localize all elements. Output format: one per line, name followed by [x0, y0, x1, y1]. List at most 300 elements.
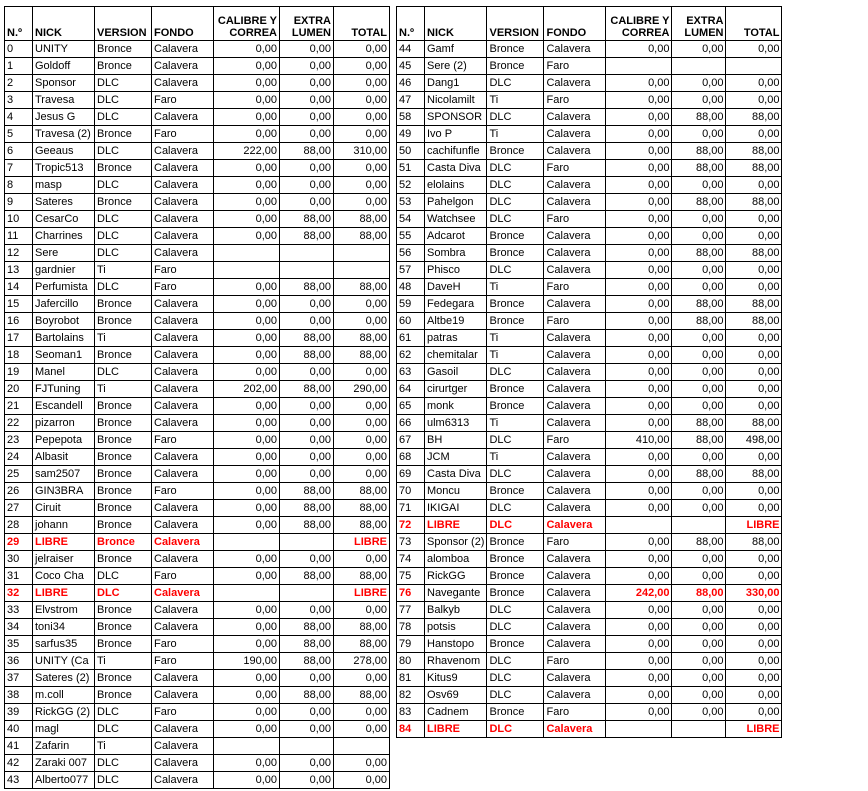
cell-extra[interactable]: 0,00 [672, 483, 726, 500]
cell-total[interactable]: 88,00 [334, 636, 390, 653]
cell-extra[interactable]: 0,00 [280, 704, 334, 721]
cell-extra[interactable]: 88,00 [672, 432, 726, 449]
cell-version[interactable]: Bronce [95, 687, 152, 704]
cell-extra[interactable]: 0,00 [672, 330, 726, 347]
cell-nick[interactable]: Ciruit [33, 500, 95, 517]
table-row[interactable] [5, 687, 390, 704]
cell-fondo[interactable]: Calavera [152, 381, 214, 398]
cell-num[interactable]: 8 [5, 177, 33, 194]
table-row[interactable] [5, 177, 390, 194]
cell-nick[interactable]: Albasit [33, 449, 95, 466]
cell-num[interactable]: 69 [397, 466, 425, 483]
table-row[interactable] [5, 619, 390, 636]
cell-num[interactable]: 72 [397, 517, 425, 534]
cell-num[interactable]: 9 [5, 194, 33, 211]
cell-total[interactable]: 88,00 [726, 245, 782, 262]
cell-version[interactable]: DLC [487, 160, 544, 177]
cell-num[interactable]: 51 [397, 160, 425, 177]
cell-fondo[interactable]: Faro [152, 432, 214, 449]
cell-version[interactable]: Ti [487, 449, 544, 466]
cell-version[interactable]: Ti [95, 330, 152, 347]
cell-num[interactable]: 48 [397, 279, 425, 296]
cell-calibre[interactable]: 0,00 [606, 449, 672, 466]
cell-num[interactable]: 62 [397, 347, 425, 364]
cell-nick[interactable]: Gasoil [425, 364, 487, 381]
cell-version[interactable]: Bronce [95, 194, 152, 211]
cell-calibre[interactable]: 0,00 [606, 296, 672, 313]
cell-num[interactable]: 79 [397, 636, 425, 653]
cell-extra[interactable]: 0,00 [280, 432, 334, 449]
cell-total[interactable]: 0,00 [726, 670, 782, 687]
cell-calibre[interactable]: 0,00 [606, 330, 672, 347]
cell-version[interactable]: Bronce [95, 636, 152, 653]
cell-nick[interactable]: RickGG [425, 568, 487, 585]
table-row[interactable] [397, 364, 782, 381]
cell-total[interactable]: 0,00 [726, 551, 782, 568]
cell-total[interactable]: 498,00 [726, 432, 782, 449]
cell-extra[interactable]: 88,00 [672, 143, 726, 160]
cell-nick[interactable]: masp [33, 177, 95, 194]
cell-fondo[interactable]: Faro [152, 92, 214, 109]
cell-calibre[interactable]: 0,00 [606, 483, 672, 500]
cell-total[interactable]: 0,00 [726, 92, 782, 109]
cell-nick[interactable]: Manel [33, 364, 95, 381]
cell-num[interactable]: 70 [397, 483, 425, 500]
cell-extra[interactable]: 0,00 [280, 364, 334, 381]
cell-calibre[interactable]: 0,00 [214, 296, 280, 313]
cell-version[interactable]: Bronce [95, 58, 152, 75]
cell-extra[interactable]: 0,00 [280, 41, 334, 58]
table-row[interactable] [5, 670, 390, 687]
cell-num[interactable]: 25 [5, 466, 33, 483]
cell-total[interactable]: 0,00 [726, 500, 782, 517]
cell-total[interactable]: 0,00 [334, 92, 390, 109]
cell-extra[interactable]: 0,00 [280, 194, 334, 211]
cell-calibre[interactable]: 0,00 [606, 41, 672, 58]
cell-calibre[interactable]: 0,00 [214, 704, 280, 721]
cell-nick[interactable]: Kitus9 [425, 670, 487, 687]
cell-calibre[interactable]: 0,00 [214, 500, 280, 517]
cell-fondo[interactable]: Calavera [544, 143, 606, 160]
table-row[interactable] [397, 109, 782, 126]
cell-num[interactable]: 17 [5, 330, 33, 347]
cell-fondo[interactable]: Calavera [152, 313, 214, 330]
cell-nick[interactable]: RickGG (2) [33, 704, 95, 721]
cell-version[interactable]: DLC [95, 568, 152, 585]
cell-extra[interactable]: 88,00 [280, 500, 334, 517]
cell-extra[interactable]: 88,00 [672, 245, 726, 262]
cell-fondo[interactable]: Calavera [544, 245, 606, 262]
cell-num[interactable]: 35 [5, 636, 33, 653]
cell-num[interactable]: 80 [397, 653, 425, 670]
cell-version[interactable]: Bronce [487, 585, 544, 602]
cell-total[interactable]: 88,00 [726, 143, 782, 160]
cell-calibre[interactable]: 0,00 [606, 262, 672, 279]
cell-total[interactable]: 88,00 [334, 483, 390, 500]
cell-fondo[interactable]: Calavera [544, 41, 606, 58]
table-row[interactable] [397, 75, 782, 92]
cell-nick[interactable]: Adcarot [425, 228, 487, 245]
cell-version[interactable]: DLC [487, 500, 544, 517]
cell-fondo[interactable]: Faro [544, 58, 606, 75]
cell-nick[interactable]: Watchsee [425, 211, 487, 228]
cell-fondo[interactable]: Calavera [152, 41, 214, 58]
cell-total[interactable]: 88,00 [726, 296, 782, 313]
cell-extra[interactable]: 88,00 [280, 347, 334, 364]
cell-calibre[interactable]: 0,00 [606, 109, 672, 126]
cell-fondo[interactable]: Calavera [152, 551, 214, 568]
cell-fondo[interactable]: Calavera [152, 755, 214, 772]
cell-nick[interactable]: sarfus35 [33, 636, 95, 653]
cell-calibre[interactable] [606, 721, 672, 738]
table-row[interactable] [5, 602, 390, 619]
cell-total[interactable]: 0,00 [334, 296, 390, 313]
cell-version[interactable]: DLC [95, 177, 152, 194]
cell-nick[interactable]: Tropic513 [33, 160, 95, 177]
cell-total[interactable]: 0,00 [334, 466, 390, 483]
cell-version[interactable]: Bronce [487, 704, 544, 721]
cell-version[interactable]: DLC [95, 364, 152, 381]
cell-extra[interactable]: 88,00 [672, 415, 726, 432]
cell-calibre[interactable]: 202,00 [214, 381, 280, 398]
cell-calibre[interactable]: 410,00 [606, 432, 672, 449]
cell-total[interactable]: 0,00 [726, 126, 782, 143]
cell-num[interactable]: 45 [397, 58, 425, 75]
cell-extra[interactable]: 0,00 [672, 551, 726, 568]
cell-extra[interactable] [672, 721, 726, 738]
cell-extra[interactable]: 0,00 [672, 398, 726, 415]
table-row[interactable] [5, 194, 390, 211]
table-row[interactable] [5, 279, 390, 296]
cell-extra[interactable]: 88,00 [672, 534, 726, 551]
cell-fondo[interactable]: Calavera [152, 619, 214, 636]
cell-num[interactable]: 42 [5, 755, 33, 772]
cell-num[interactable]: 59 [397, 296, 425, 313]
cell-total[interactable]: 0,00 [726, 449, 782, 466]
cell-num[interactable]: 7 [5, 160, 33, 177]
table-row[interactable] [397, 534, 782, 551]
cell-num[interactable]: 1 [5, 58, 33, 75]
cell-num[interactable]: 30 [5, 551, 33, 568]
cell-nick[interactable]: Pepepota [33, 432, 95, 449]
table-row[interactable] [397, 704, 782, 721]
cell-extra[interactable]: 0,00 [672, 568, 726, 585]
cell-num[interactable]: 22 [5, 415, 33, 432]
cell-num[interactable]: 27 [5, 500, 33, 517]
cell-num[interactable]: 82 [397, 687, 425, 704]
cell-nick[interactable]: BH [425, 432, 487, 449]
cell-extra[interactable]: 0,00 [672, 449, 726, 466]
table-row[interactable] [5, 721, 390, 738]
cell-extra[interactable]: 0,00 [672, 364, 726, 381]
cell-version[interactable]: DLC [95, 704, 152, 721]
cell-total[interactable]: 0,00 [726, 687, 782, 704]
cell-num[interactable]: 38 [5, 687, 33, 704]
cell-nick[interactable]: Ivo P [425, 126, 487, 143]
cell-extra[interactable]: 0,00 [280, 92, 334, 109]
cell-version[interactable]: Ti [95, 262, 152, 279]
table-row[interactable] [5, 228, 390, 245]
table-row[interactable] [5, 415, 390, 432]
cell-version[interactable]: Bronce [95, 415, 152, 432]
cell-nick[interactable]: Elvstrom [33, 602, 95, 619]
cell-version[interactable]: Ti [487, 126, 544, 143]
cell-total[interactable]: 0,00 [334, 364, 390, 381]
cell-calibre[interactable] [214, 738, 280, 755]
cell-nick[interactable]: LIBRE [33, 585, 95, 602]
cell-num[interactable]: 0 [5, 41, 33, 58]
cell-version[interactable]: DLC [487, 262, 544, 279]
cell-num[interactable]: 5 [5, 126, 33, 143]
cell-extra[interactable]: 0,00 [672, 636, 726, 653]
cell-fondo[interactable]: Faro [544, 653, 606, 670]
cell-nick[interactable]: Sombra [425, 245, 487, 262]
cell-total[interactable]: 0,00 [726, 483, 782, 500]
cell-nick[interactable]: patras [425, 330, 487, 347]
cell-fondo[interactable]: Calavera [152, 109, 214, 126]
cell-nick[interactable]: Bartolains [33, 330, 95, 347]
table-row[interactable] [5, 109, 390, 126]
cell-nick[interactable]: Phisco [425, 262, 487, 279]
cell-calibre[interactable]: 0,00 [606, 704, 672, 721]
cell-calibre[interactable]: 0,00 [606, 398, 672, 415]
cell-calibre[interactable]: 0,00 [214, 75, 280, 92]
cell-extra[interactable]: 0,00 [672, 228, 726, 245]
cell-extra[interactable]: 0,00 [672, 41, 726, 58]
table-row[interactable] [397, 296, 782, 313]
cell-total[interactable]: LIBRE [334, 534, 390, 551]
cell-extra[interactable]: 88,00 [280, 653, 334, 670]
table-row[interactable] [5, 313, 390, 330]
cell-total[interactable] [334, 738, 390, 755]
cell-fondo[interactable]: Calavera [152, 245, 214, 262]
cell-num[interactable]: 23 [5, 432, 33, 449]
table-row[interactable] [5, 398, 390, 415]
cell-num[interactable]: 75 [397, 568, 425, 585]
cell-num[interactable]: 57 [397, 262, 425, 279]
cell-version[interactable]: DLC [487, 194, 544, 211]
cell-num[interactable]: 66 [397, 415, 425, 432]
table-row[interactable] [397, 568, 782, 585]
cell-version[interactable]: DLC [95, 92, 152, 109]
cell-extra[interactable]: 0,00 [672, 211, 726, 228]
cell-version[interactable]: Bronce [95, 126, 152, 143]
cell-num[interactable]: 28 [5, 517, 33, 534]
cell-num[interactable]: 16 [5, 313, 33, 330]
cell-calibre[interactable]: 0,00 [606, 194, 672, 211]
cell-nick[interactable]: Jesus G [33, 109, 95, 126]
cell-fondo[interactable]: Calavera [152, 228, 214, 245]
cell-extra[interactable]: 88,00 [672, 160, 726, 177]
cell-nick[interactable]: Gamf [425, 41, 487, 58]
cell-version[interactable]: Bronce [95, 534, 152, 551]
cell-calibre[interactable]: 0,00 [214, 483, 280, 500]
cell-extra[interactable]: 88,00 [672, 109, 726, 126]
cell-extra[interactable] [280, 585, 334, 602]
cell-version[interactable]: Bronce [487, 398, 544, 415]
table-row[interactable] [397, 211, 782, 228]
cell-total[interactable]: 88,00 [726, 160, 782, 177]
cell-total[interactable]: 0,00 [726, 75, 782, 92]
cell-nick[interactable]: IKIGAI [425, 500, 487, 517]
cell-nick[interactable]: potsis [425, 619, 487, 636]
cell-extra[interactable]: 0,00 [280, 126, 334, 143]
cell-total[interactable]: 88,00 [726, 194, 782, 211]
table-row[interactable] [5, 449, 390, 466]
cell-calibre[interactable]: 0,00 [214, 551, 280, 568]
cell-calibre[interactable]: 0,00 [214, 330, 280, 347]
cell-fondo[interactable]: Calavera [152, 75, 214, 92]
cell-extra[interactable]: 88,00 [280, 228, 334, 245]
cell-num[interactable]: 71 [397, 500, 425, 517]
cell-nick[interactable]: Travesa [33, 92, 95, 109]
cell-fondo[interactable]: Faro [544, 704, 606, 721]
table-row[interactable] [397, 177, 782, 194]
cell-calibre[interactable]: 0,00 [606, 534, 672, 551]
cell-nick[interactable]: cirurtger [425, 381, 487, 398]
cell-total[interactable]: 88,00 [334, 211, 390, 228]
table-row[interactable] [5, 143, 390, 160]
cell-calibre[interactable]: 0,00 [606, 364, 672, 381]
table-row[interactable] [397, 466, 782, 483]
table-row[interactable] [5, 296, 390, 313]
cell-calibre[interactable]: 0,00 [214, 109, 280, 126]
cell-nick[interactable]: Casta Diva [425, 466, 487, 483]
cell-total[interactable]: 88,00 [334, 568, 390, 585]
cell-total[interactable]: 0,00 [726, 398, 782, 415]
cell-version[interactable]: DLC [487, 653, 544, 670]
cell-calibre[interactable]: 0,00 [214, 687, 280, 704]
cell-fondo[interactable]: Calavera [152, 670, 214, 687]
cell-num[interactable]: 33 [5, 602, 33, 619]
cell-calibre[interactable]: 0,00 [214, 721, 280, 738]
table-row[interactable] [5, 500, 390, 517]
cell-num[interactable]: 84 [397, 721, 425, 738]
cell-calibre[interactable]: 0,00 [606, 602, 672, 619]
cell-calibre[interactable]: 0,00 [214, 160, 280, 177]
cell-nick[interactable]: johann [33, 517, 95, 534]
table-row[interactable] [5, 772, 390, 789]
cell-version[interactable]: DLC [487, 432, 544, 449]
cell-fondo[interactable]: Calavera [152, 738, 214, 755]
table-row[interactable] [397, 313, 782, 330]
cell-extra[interactable]: 0,00 [672, 347, 726, 364]
cell-num[interactable]: 77 [397, 602, 425, 619]
cell-nick[interactable]: Zaraki 007 [33, 755, 95, 772]
cell-total[interactable]: 0,00 [726, 330, 782, 347]
table-row[interactable] [397, 347, 782, 364]
cell-total[interactable]: 0,00 [726, 704, 782, 721]
cell-num[interactable]: 56 [397, 245, 425, 262]
cell-version[interactable]: DLC [487, 211, 544, 228]
cell-version[interactable]: DLC [487, 517, 544, 534]
cell-calibre[interactable]: 0,00 [214, 619, 280, 636]
cell-calibre[interactable]: 0,00 [606, 619, 672, 636]
cell-nick[interactable]: Jafercillo [33, 296, 95, 313]
cell-calibre[interactable]: 0,00 [214, 432, 280, 449]
table-row[interactable] [397, 517, 782, 534]
cell-total[interactable]: 0,00 [726, 364, 782, 381]
cell-num[interactable]: 81 [397, 670, 425, 687]
cell-num[interactable]: 37 [5, 670, 33, 687]
table-row[interactable] [5, 160, 390, 177]
cell-extra[interactable]: 88,00 [672, 585, 726, 602]
cell-nick[interactable]: DaveH [425, 279, 487, 296]
cell-calibre[interactable]: 0,00 [606, 228, 672, 245]
cell-nick[interactable]: LIBRE [425, 517, 487, 534]
cell-calibre[interactable] [606, 517, 672, 534]
cell-nick[interactable]: Rhavenom [425, 653, 487, 670]
cell-extra[interactable]: 0,00 [280, 296, 334, 313]
cell-fondo[interactable]: Calavera [152, 415, 214, 432]
table-row[interactable] [5, 126, 390, 143]
cell-calibre[interactable]: 0,00 [606, 466, 672, 483]
cell-num[interactable]: 11 [5, 228, 33, 245]
cell-calibre[interactable]: 0,00 [214, 772, 280, 789]
cell-fondo[interactable]: Calavera [544, 194, 606, 211]
cell-fondo[interactable]: Calavera [152, 347, 214, 364]
cell-fondo[interactable]: Calavera [152, 330, 214, 347]
cell-fondo[interactable]: Calavera [544, 347, 606, 364]
cell-nick[interactable]: chemitalar [425, 347, 487, 364]
cell-version[interactable]: Ti [487, 279, 544, 296]
cell-num[interactable]: 47 [397, 92, 425, 109]
table-row[interactable] [397, 551, 782, 568]
cell-nick[interactable]: Sere [33, 245, 95, 262]
cell-calibre[interactable]: 0,00 [606, 687, 672, 704]
cell-version[interactable]: DLC [95, 228, 152, 245]
cell-num[interactable]: 67 [397, 432, 425, 449]
cell-total[interactable]: 0,00 [726, 381, 782, 398]
cell-num[interactable]: 34 [5, 619, 33, 636]
table-row[interactable] [5, 347, 390, 364]
cell-extra[interactable]: 88,00 [672, 313, 726, 330]
table-row[interactable] [397, 449, 782, 466]
cell-total[interactable]: 0,00 [334, 721, 390, 738]
cell-version[interactable]: Bronce [487, 245, 544, 262]
cell-num[interactable]: 41 [5, 738, 33, 755]
cell-fondo[interactable]: Calavera [152, 772, 214, 789]
cell-num[interactable]: 83 [397, 704, 425, 721]
table-row[interactable] [5, 364, 390, 381]
cell-total[interactable]: 0,00 [334, 194, 390, 211]
cell-calibre[interactable]: 242,00 [606, 585, 672, 602]
cell-nick[interactable]: Perfumista [33, 279, 95, 296]
cell-calibre[interactable]: 0,00 [606, 177, 672, 194]
cell-calibre[interactable]: 0,00 [606, 92, 672, 109]
cell-num[interactable]: 65 [397, 398, 425, 415]
cell-total[interactable]: 0,00 [334, 602, 390, 619]
table-row[interactable] [397, 262, 782, 279]
cell-fondo[interactable]: Calavera [544, 483, 606, 500]
cell-extra[interactable] [280, 245, 334, 262]
cell-num[interactable]: 40 [5, 721, 33, 738]
cell-extra[interactable]: 0,00 [280, 449, 334, 466]
cell-calibre[interactable]: 0,00 [606, 568, 672, 585]
cell-calibre[interactable]: 0,00 [214, 228, 280, 245]
cell-total[interactable]: 0,00 [726, 602, 782, 619]
cell-num[interactable]: 44 [397, 41, 425, 58]
table-row[interactable] [397, 585, 782, 602]
cell-num[interactable]: 31 [5, 568, 33, 585]
cell-total[interactable]: 310,00 [334, 143, 390, 160]
cell-version[interactable]: DLC [487, 670, 544, 687]
cell-version[interactable]: Ti [95, 653, 152, 670]
cell-extra[interactable]: 0,00 [672, 177, 726, 194]
cell-fondo[interactable]: Calavera [152, 602, 214, 619]
cell-version[interactable]: DLC [95, 143, 152, 160]
cell-fondo[interactable]: Calavera [544, 126, 606, 143]
